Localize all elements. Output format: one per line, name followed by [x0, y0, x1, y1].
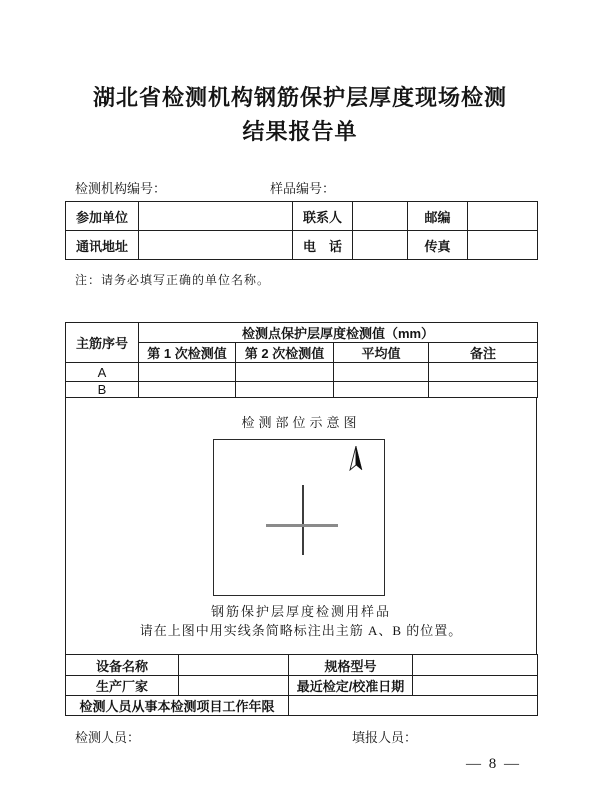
- rebar-a-label: A: [66, 363, 139, 382]
- unit-name-note: 注：请务必填写正确的单位名称。: [75, 273, 271, 287]
- average-header: 平均值: [334, 343, 429, 363]
- experience-label: 检测人员从事本检测项目工作年限: [66, 696, 289, 716]
- rebar-a-first-value: [139, 363, 236, 382]
- cover-thickness-result-table: [65, 322, 538, 398]
- address-value: [139, 231, 293, 260]
- experience-value: [289, 696, 538, 716]
- calibration-date-value: [413, 676, 538, 696]
- measured-value-group-header: 检测点保护层厚度检测值（mm）: [139, 323, 538, 343]
- model-label: 规格型号: [289, 655, 413, 676]
- phone-label: 电 话: [293, 231, 353, 260]
- rebar-b-first-value: [139, 382, 236, 398]
- tester-label: 检测人员：: [75, 730, 141, 745]
- remark-header: 备注: [429, 343, 538, 363]
- crosshair-vertical-line: [302, 485, 304, 555]
- table-row: [66, 382, 538, 398]
- fax-value: [468, 231, 538, 260]
- table-row: [66, 231, 538, 260]
- calibration-date-label: 最近检定/校准日期: [289, 676, 413, 696]
- rebar-b-remark-value: [429, 382, 538, 398]
- rebar-b-second-value: [236, 382, 334, 398]
- page-title-line2: 结果报告单: [242, 119, 358, 144]
- participant-unit-value: [139, 202, 293, 231]
- second-measure-header: 第 2 次检测值: [236, 343, 334, 363]
- phone-value: [353, 231, 408, 260]
- diagram-caption-instruction: 请在上图中用实线条简略标注出主筋 A、B 的位置。: [139, 623, 463, 638]
- manufacturer-label: 生产厂家: [66, 676, 179, 696]
- table-row: [66, 202, 538, 231]
- model-value: [413, 655, 538, 676]
- contact-info-table: [65, 201, 538, 260]
- agency-code-label: 检测机构编号：: [75, 181, 167, 196]
- table-row: [66, 676, 538, 696]
- device-name-value: [179, 655, 289, 676]
- manufacturer-value: [179, 676, 289, 696]
- contact-person-value: [353, 202, 408, 231]
- rebar-index-header: 主筋序号: [66, 323, 139, 363]
- rebar-a-second-value: [236, 363, 334, 382]
- first-measure-header: 第 1 次检测值: [139, 343, 236, 363]
- diagram-title: 检测部位示意图: [241, 415, 361, 430]
- equipment-info-table: [65, 654, 538, 716]
- device-name-label: 设备名称: [66, 655, 179, 676]
- rebar-a-average-value: [334, 363, 429, 382]
- diagram-caption-sample: 钢筋保护层厚度检测用样品: [210, 604, 391, 619]
- rebar-b-average-value: [334, 382, 429, 398]
- page-title: [0, 81, 600, 149]
- rebar-a-remark-value: [429, 363, 538, 382]
- postcode-label: 邮编: [408, 202, 468, 231]
- page-number: — 8 —: [466, 756, 521, 772]
- table-row: [66, 696, 538, 716]
- participant-unit-label: 参加单位: [66, 202, 139, 231]
- sample-sketch-box: [213, 439, 385, 596]
- crosshair-horizontal-line: [266, 524, 338, 527]
- table-row: [66, 323, 538, 343]
- inspection-location-diagram: [65, 397, 537, 655]
- sample-code-label: 样品编号：: [270, 181, 336, 196]
- table-row: [66, 363, 538, 382]
- measurement-report-table: [65, 322, 537, 716]
- fax-label: 传真: [408, 231, 468, 260]
- address-label: 通讯地址: [66, 231, 139, 260]
- rebar-b-label: B: [66, 382, 139, 398]
- page-title-line1: 湖北省检测机构钢筋保护层厚度现场检测: [92, 85, 507, 110]
- postcode-value: [468, 202, 538, 231]
- contact-person-label: 联系人: [293, 202, 353, 231]
- table-row: [66, 655, 538, 676]
- reporter-label: 填报人员：: [352, 730, 418, 745]
- north-arrow-icon: [348, 446, 364, 471]
